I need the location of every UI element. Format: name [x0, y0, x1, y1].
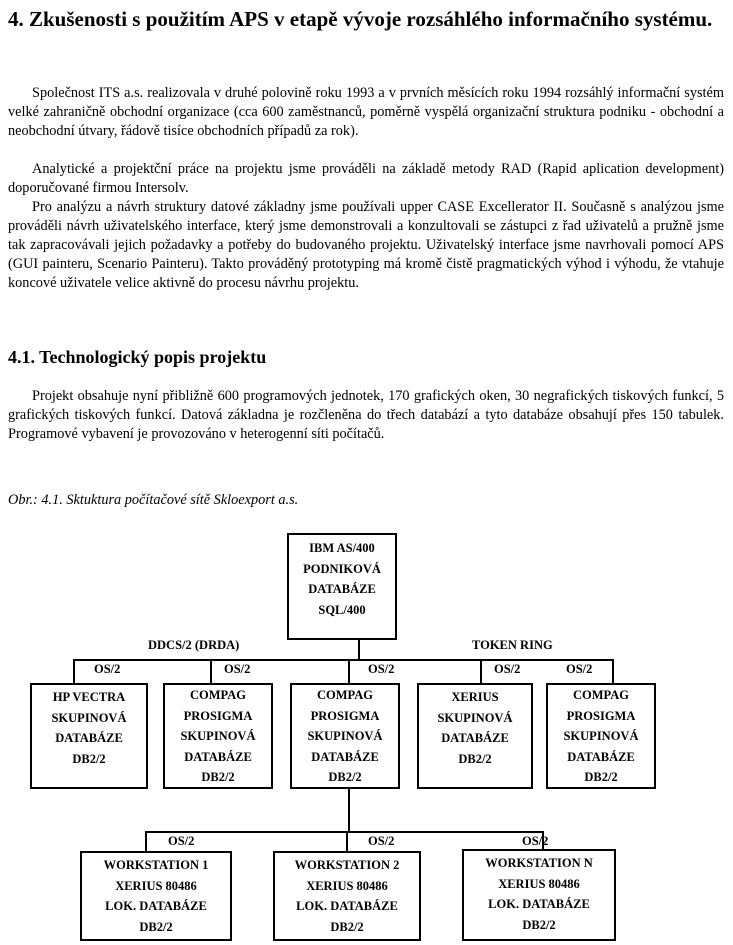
box-xerius: XERIUS SKUPINOVÁ DATABÁZE DB2/2 — [417, 683, 533, 789]
os2-label: OS/2 — [94, 662, 121, 676]
os2-label: OS/2 — [168, 834, 195, 848]
connector-line — [73, 659, 75, 683]
box-workstation-2: WORKSTATION 2 XERIUS 80486 LOK. DATABÁZE DB2/2 — [273, 851, 421, 941]
os2-label: OS/2 — [494, 662, 521, 676]
connector-line — [346, 831, 348, 851]
box-workstation-n: WORKSTATION N XERIUS 80486 LOK. DATABÁZE DB2/2 — [462, 849, 616, 941]
os2-label: OS/2 — [522, 834, 549, 848]
connector-line — [480, 659, 482, 683]
connector-line — [145, 831, 543, 833]
os2-label: OS/2 — [368, 662, 395, 676]
box-hp-vectra: HP VECTRA SKUPINOVÁ DATABÁZE DB2/2 — [30, 683, 148, 789]
box-compag-2: COMPAG PROSIGMA SKUPINOVÁ DATABÁZE DB2/2 — [290, 683, 400, 789]
paragraph-2: Analytické a projektční práce na projektu jsme prováděli na základě metody RAD (Rapid aplication development) doporučované firmou Intersolv. — [8, 161, 724, 196]
os2-label: OS/2 — [368, 834, 395, 848]
connector-line — [210, 659, 212, 683]
connector-line — [612, 659, 614, 683]
box-workstation-1: WORKSTATION 1 XERIUS 80486 LOK. DATABÁZE DB2/2 — [80, 851, 232, 941]
connector-line — [358, 640, 360, 660]
box-compag-1: COMPAG PROSIGMA SKUPINOVÁ DATABÁZE DB2/2 — [163, 683, 273, 789]
section-heading: 4. Zkušenosti s použitím APS v etapě vývoje rozsáhlého informačního systému. — [8, 7, 713, 31]
paragraph-4: Projekt obsahuje nyní přibližně 600 programových jednotek, 170 grafických oken, 30 negrafických tiskových funkcí, 5 grafických tiskových funkcí. Datová základna je rozčleněna do třech databází a tyto databáze obsahují přes 150 tabulek. Programové vybavení je provozováno v heterogenní síti počítačů. — [8, 388, 724, 442]
os2-label: OS/2 — [224, 662, 251, 676]
os2-label: OS/2 — [566, 662, 593, 676]
connector-line — [73, 659, 613, 661]
box-ibm-as400: IBM AS/400 PODNIKOVÁ DATABÁZE SQL/400 — [287, 533, 397, 640]
connector-line — [145, 831, 147, 851]
paragraph-1: Společnost ITS a.s. realizovala v druhé polovině roku 1993 a v prvních měsících roku 1994 rozsáhlý informační systém velké zahraničně obchodní organizace (cca 600 zaměstnanců, poměrně vyspělá organizační struktura podniku - obchodní a neobchodní útvary, řádově tisíce obchodních případů za rok). — [8, 85, 724, 139]
subsection-heading: 4.1. Technologický popis projektu — [8, 347, 267, 367]
token-ring-label: TOKEN RING — [472, 638, 553, 652]
connector-line — [348, 659, 350, 683]
figure-caption: Obr.: 4.1. Sktuktura počítačové sítě Skloexport a.s. — [8, 492, 299, 508]
connector-line — [348, 788, 350, 832]
ddcs-label: DDCS/2 (DRDA) — [148, 638, 240, 652]
box-compag-3: COMPAG PROSIGMA SKUPINOVÁ DATABÁZE DB2/2 — [546, 683, 656, 789]
paragraph-3: Pro analýzu a návrh struktury datové základny jsme používali upper CASE Excellerator II. Současně s analýzou jsme prováděli návrh uživatelského interface, který jsme demonstrovali a konzultovali se zástupci z řad uživatelů a pružně jsme tak zapracovávali jejich požadavky a potřeby do budovaného projektu. Uživatelský interface jsme navrhovali pomocí APS (GUI painteru, Scenario Painteru). Takto prováděný prototyping má kromě čistě pragmatických výhod i výhodu, že vtahuje koncové uživatele velice aktivně do procesu návrhu projektu. — [8, 199, 724, 291]
